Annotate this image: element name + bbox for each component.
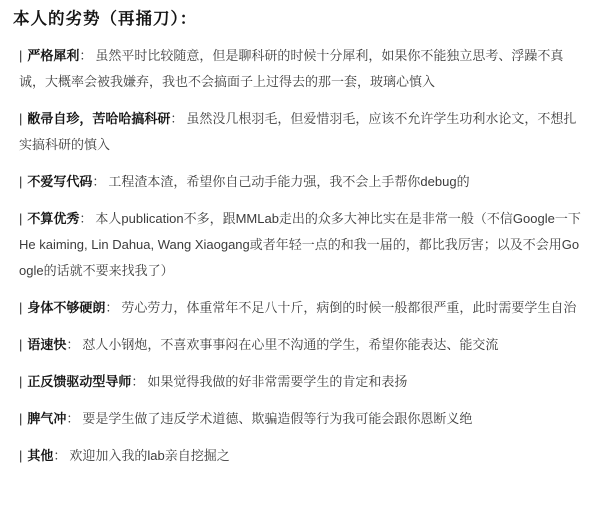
item-body: 劳心劳力，体重常年不足八十斤，病倒的时候一般都很严重，此时需要学生自治 <box>121 300 577 315</box>
item-marker: | <box>19 300 23 315</box>
list-item <box>13 169 582 195</box>
item-colon: ： <box>79 48 93 63</box>
item-body: 要是学生做了违反学术道德、欺骗造假等行为我可能会跟你恩断义绝 <box>82 411 473 426</box>
item-heading: 脾气冲 <box>27 411 67 426</box>
item-heading: 语速快 <box>27 337 67 352</box>
item-body: 工程渣本渣，希望你自己动手能力强，我不会上手帮你debug的 <box>108 174 470 189</box>
item-colon: ： <box>66 337 80 352</box>
item-heading: 身体不够硬朗 <box>27 300 106 315</box>
page-title: 本人的劣势（再捅刀）： <box>13 10 198 28</box>
item-body: 如果觉得我做的好非常需要学生的肯定和表扬 <box>147 374 408 389</box>
item-heading: 严格犀利 <box>27 48 80 63</box>
item-marker: | <box>19 48 23 63</box>
item-marker: | <box>19 448 23 463</box>
item-heading: 不算优秀 <box>27 211 80 226</box>
item-marker: | <box>19 337 23 352</box>
item-body: 欢迎加入我的lab亲自挖掘之 <box>69 448 230 463</box>
list-item <box>13 295 582 321</box>
list-item <box>13 406 582 432</box>
item-body: 怼人小钢炮，不喜欢事事闷在心里不沟通的学生，希望你能表达、能交流 <box>82 337 499 352</box>
item-marker: | <box>19 374 23 389</box>
item-body: 虽然没几根羽毛，但爱惜羽毛，应该不允许学生功利水论文，不想扎实搞科研的慎入 <box>19 111 577 152</box>
item-marker: | <box>19 411 23 426</box>
item-heading: 其他 <box>27 448 54 463</box>
list-item <box>13 206 582 284</box>
item-marker: | <box>19 111 23 126</box>
item-colon: ： <box>53 448 67 463</box>
item-colon: ： <box>92 174 106 189</box>
item-body: 虽然平时比较随意，但是聊科研的时候十分犀利，如果你不能独立思考、浮躁不真诚，大概率会被我嫌弃，我也不会搞面子上过得去的那一套，玻璃心慎入 <box>19 48 564 89</box>
list-item <box>13 332 582 358</box>
list-item <box>13 106 582 158</box>
list-item <box>13 443 582 469</box>
item-colon: ： <box>66 411 80 426</box>
item-colon: ： <box>79 211 93 226</box>
list-item <box>13 43 582 95</box>
item-heading: 不爱写代码 <box>27 174 93 189</box>
item-body: 本人publication不多，跟MMLab走出的众多大神比实在是非常一般（不信Google一下He kaiming, Lin Dahua, Wang Xiaogang或者年轻一点的和我一届的，都比我厉害；以及不会用Google的话就不要来找我了） <box>19 211 581 278</box>
item-heading: 正反馈驱动型导师 <box>27 374 132 389</box>
item-heading: 敝帚自珍，苦哈哈搞科研 <box>27 111 171 126</box>
item-colon: ： <box>131 374 145 389</box>
list-item <box>13 369 582 395</box>
item-marker: | <box>19 211 23 226</box>
item-marker: | <box>19 174 23 189</box>
item-colon: ： <box>105 300 119 315</box>
item-colon: ： <box>170 111 184 126</box>
